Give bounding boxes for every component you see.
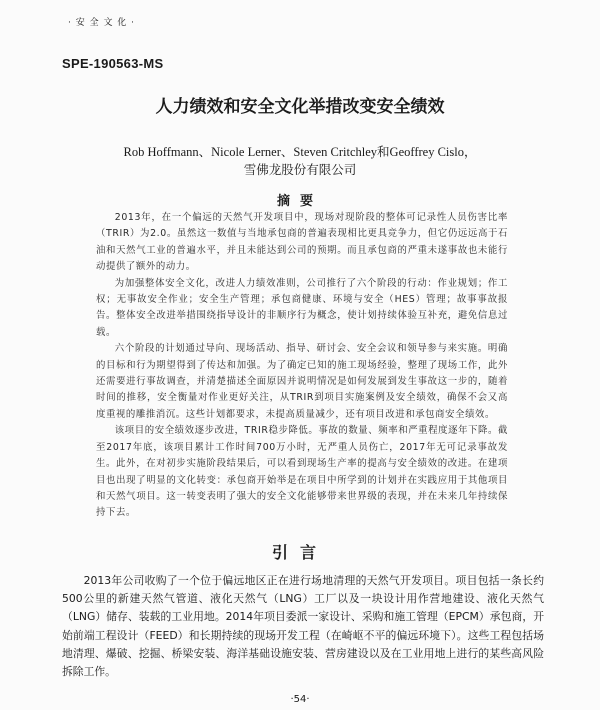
abstract-paragraph: 六个阶段的计划通过导向、现场活动、指导、研讨会、安全会议和领导参与来实施。明确的目标和行为期望得到了传达和加强。为了确定已知的施工现场经验，整理了现场工作，此外还需要进行事故调查，并清楚描述全面原因并说明情况是如何发展到发生事故这一步的，随着时间的推移，安全衡量对作业更好关注，从TRIR到项目实施案例及安全绩效，确保不会又高度重视的雕推消沉。这些计划都要求，未提高质量减少，还有项目改进和承包商安全绩效。 [96,343,508,420]
abstract-paragraph: 该项目的安全绩效逐步改进，TRIR稳步降低。事故的数量、频率和严重程度逐年下降。截至2017年底，该项目累计工作时间700万小时，无严重人员伤亡，2017年无可记录事故发生。此外，在对初步实施阶段结果后，可以看到现场生产率的提高与安全绩效的改进。在建项目也出现了明显的文化转变：承包商开始举是在项目中所学到的计划并在实践应用于其他项目和天然气项目。这一转变表明了强大的安全文化能够带来世界级的表现，并在未来几年持续保持下去。 [96,425,508,519]
introduction-body [62,572,544,681]
abstract-body [96,210,508,522]
author-list: Rob Hoffmann、Nicole Lerner、Steven Critchley和Geoffrey Cislo， [123,145,477,159]
introduction-heading: 引言 [271,543,328,562]
paper-title: 人力绩效和安全文化举措改变安全绩效 [155,97,445,117]
introduction-paragraph: 2013年公司收购了一个位于偏远地区正在进行场地清理的天然气开发项目。项目包括一条长约500公里的新建天然气管道、液化天然气（LNG）工厂以及一块设计用作营地建设、液化天然气（LNG）储存、装载的工业用地。2014年项目委派一家设计、采购和施工管理（EPCM）承包商，开始前端工程设计（FEED）和长期持续的现场开发工程（在崎岖不平的偏远环境下）。这些工程包括场地清理、爆破、挖掘、桥梁安装、海洋基础设施安装、营房建设以及在工业用地上进行的某些高风险拆除工作。 [62,574,544,679]
abstract-heading: 摘要 [276,194,323,209]
running-header: · 安 全 文 化 · [68,18,136,28]
page-number: ·54· [290,694,310,705]
abstract-paragraph: 为加强整体安全文化，改进人力绩效准则，公司推行了六个阶段的行动：作业规划；作工权；无事故安全作业；安全生产管理；承包商健康、环境与安全（HES）管理；故事事故报告。整体安全改进举措围绕指导设计的非顺序行为概念，使计划持续体验互补充，避免信息过载。 [96,277,508,338]
affiliation: 雪佛龙股份有限公司 [243,162,357,177]
document-id: SPE-190563-MS [62,56,164,71]
abstract-paragraph: 2013年，在一个偏远的天然气开发项目中，现场对现阶段的整体可记录性人员伤害比率（TRIR）为2.0。虽然这一数值与当地承包商的普遍表现相比更具竞争力，但它仍远远高于石油和天然气工业的普遍水平，并且未能达到公司的预期。而且承包商的严重未遂事故也未能行动提供了额外的动力。 [96,212,508,273]
